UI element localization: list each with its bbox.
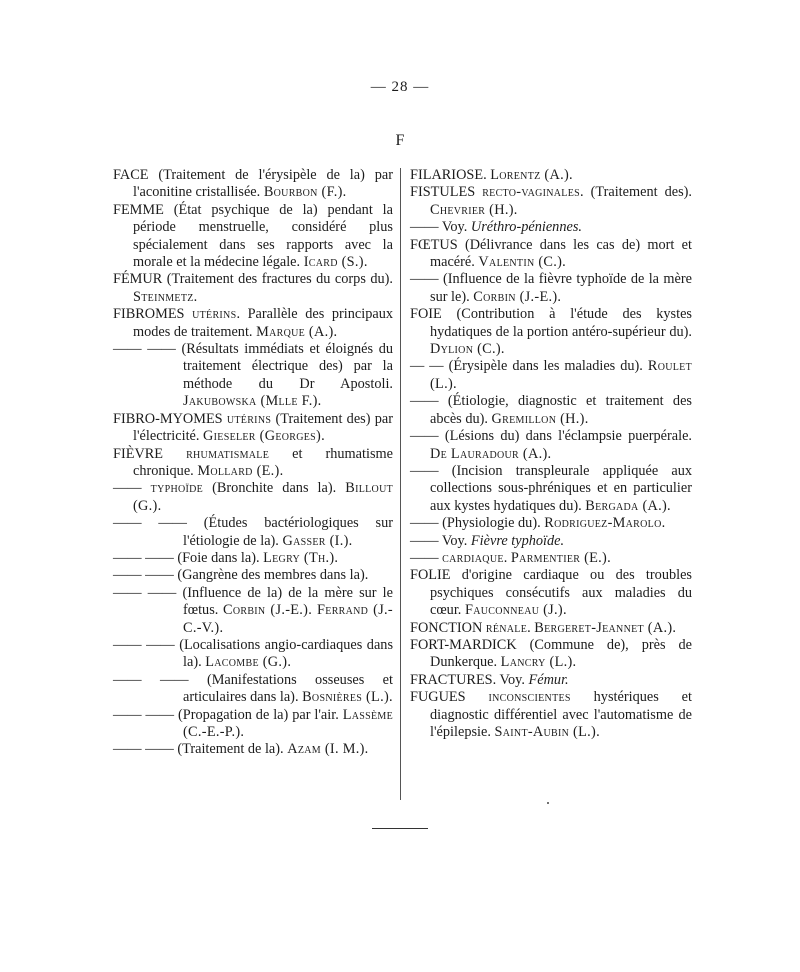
entry-qualifier: typhoïde	[150, 480, 204, 497]
entry-dash: —— ——	[113, 741, 174, 758]
entry-author: Steinmetz.	[133, 288, 198, 305]
index-entry	[113, 585, 393, 637]
entry-subject: FIBRO-MYOMES	[113, 410, 227, 427]
entry-subject: FŒTUS (Délivrance dans les cas de) mort et macéré.	[410, 236, 692, 271]
entry-dash: —— ——	[113, 515, 187, 532]
entry-subject: (Manifestations osseuses et articulaires dans la).	[183, 671, 393, 706]
index-entry	[410, 672, 692, 689]
index-entry	[410, 358, 692, 393]
entry-author: Fauconneau (J.).	[464, 602, 567, 619]
index-entry	[410, 271, 692, 306]
index-entry	[113, 741, 393, 758]
entry-subject: FILARIOSE.	[410, 167, 491, 183]
entry-subject: (Influence de la fièvre typhoïde de la mère sur le).	[430, 271, 692, 305]
section-letter: F	[395, 132, 405, 149]
entry-author: Gremillon (H.).	[491, 410, 589, 427]
entry-author: Lacombe (G.).	[205, 654, 292, 671]
entry-author: Corbin (J.-E.).	[473, 288, 562, 305]
index-entry	[410, 393, 692, 428]
entry-dash: —— ——	[113, 567, 174, 584]
entry-subject: (Études bactériologiques sur l'étiologie de la).	[183, 515, 393, 549]
entry-dash: —— ——	[113, 549, 174, 566]
entry-subject-cont: . Parallèle des principaux modes de traitement.	[133, 306, 393, 340]
entry-author: Icard (S.).	[303, 254, 368, 271]
entry-subject: FACE (Traitement de l'érysipèle de la) par l'aconitine cristallisée.	[113, 167, 393, 201]
entry-dash: —— ——	[113, 636, 175, 653]
entry-dash: ——	[410, 271, 439, 288]
entry-subject: FEMME (État psychique de la) pendant la période menstruelle, considéré plus spécialement dans ses rapports avec la morale et la médecine légale.	[113, 201, 393, 271]
entry-author: Gasser (I.).	[282, 532, 353, 549]
index-entry	[113, 515, 393, 550]
entry-crossref: Uréthro-péniennes.	[470, 219, 582, 236]
entry-subject: FOIE (Contribution à l'étude des kystes hydatiques de la portion antéro-supérieur du).	[410, 306, 692, 340]
entry-author: Billout (G.).	[133, 480, 394, 514]
entry-dash: ——	[113, 480, 142, 497]
entry-subject: (Localisations angio-cardiaques dans la).	[179, 636, 394, 671]
entry-subject-cont: (Traitement des) par l'électricité.	[133, 410, 393, 445]
index-column-right	[410, 167, 692, 741]
entry-qualifier: utérins	[226, 410, 272, 427]
entry-subject-cont: .	[503, 549, 511, 566]
entry-subject: (Foie dans la).	[177, 549, 264, 566]
entry-dash: —— ——	[113, 671, 189, 688]
entry-subject: Voy.	[441, 532, 471, 549]
entry-author: Roulet (L.).	[430, 358, 692, 392]
entry-subject: (Incision transpleurale appliquée aux collections sous-phréniques et en particulier aux kystes hydatiques du).	[430, 462, 693, 514]
entry-subject: (Physiologie du).	[442, 515, 545, 532]
entry-author: Gieseler (Georges).	[203, 428, 325, 445]
entry-author: Chevrier (H.).	[430, 201, 518, 218]
entry-subject: FRACTURES. Voy.	[410, 671, 529, 688]
entry-qualifier: utérins	[192, 306, 237, 323]
index-entry	[410, 637, 692, 672]
entry-author: Dylion (C.).	[430, 341, 505, 358]
index-entry	[410, 533, 692, 550]
index-entry	[113, 271, 393, 306]
entry-author: Bourbon (F.).	[263, 184, 347, 201]
entry-author: Bergeret-Jeannet (A.).	[534, 619, 677, 636]
entry-author: Corbin (J.-E.). Ferrand (J.-C.-V.).	[183, 602, 393, 636]
index-entry	[113, 480, 393, 515]
entry-author: Marque (A.).	[256, 323, 338, 340]
entry-author: Mollard (E.).	[197, 462, 284, 479]
index-entry	[410, 620, 692, 637]
entry-subject: (Gangrène des membres dans la).	[177, 567, 369, 584]
index-entry	[410, 237, 692, 272]
index-entry	[410, 567, 692, 619]
entry-author: Parmentier (E.).	[510, 549, 611, 566]
entry-subject: (Propagation de la) par l'air.	[178, 706, 343, 723]
entry-subject: (Influence de la) de la mère sur le fœtus.	[182, 584, 394, 619]
page-number: — 28 —	[370, 79, 430, 95]
entry-crossref: Fémur.	[528, 671, 569, 688]
index-entry	[113, 306, 393, 341]
entry-author: Bergada (A.).	[585, 497, 671, 514]
index-entry	[113, 167, 393, 202]
entry-dash: ——	[410, 549, 439, 566]
entry-dash: —— ——	[113, 706, 175, 723]
entry-author: Lassème (C.-E.-P.).	[183, 706, 393, 740]
entry-subject: (Lésions du) dans l'éclampsie puerpérale.	[444, 428, 692, 445]
entry-subject: FONCTION	[410, 619, 486, 636]
entry-subject-cont: et rhumatisme chronique.	[133, 445, 393, 479]
index-entry	[113, 446, 393, 481]
index-entry	[113, 567, 393, 584]
entry-dash: —— ——	[113, 584, 177, 601]
index-entry	[410, 184, 692, 219]
index-entry	[113, 672, 393, 707]
entry-subject-cont: . (Traitement des).	[579, 184, 693, 201]
entry-author: De Lauradour (A.).	[430, 445, 552, 462]
index-entry	[113, 202, 393, 272]
entry-author: Bosnières (L.).	[302, 689, 393, 706]
index-entry	[113, 707, 393, 742]
entry-subject-cont: .	[527, 619, 535, 636]
entry-qualifier: rhumatismale	[186, 445, 270, 462]
entry-qualifier: rénale	[485, 619, 528, 636]
entry-qualifier: inconscientes	[488, 689, 571, 706]
entry-dash: ——	[410, 393, 439, 410]
entry-qualifier: recto-vaginales	[482, 184, 580, 201]
entry-author: Saint-Aubin (L.).	[494, 724, 600, 740]
entry-author: Rodriguez-Marolo.	[544, 515, 666, 532]
end-rule	[372, 828, 428, 829]
index-entry	[410, 306, 692, 358]
entry-crossref: Fièvre typhoïde.	[470, 532, 565, 549]
column-divider	[400, 168, 401, 800]
ink-speck	[547, 802, 549, 804]
entry-subject: (Traitement de la).	[177, 741, 288, 758]
entry-author: Lorentz (A.).	[490, 167, 573, 183]
index-entry	[113, 550, 393, 567]
entry-subject: FOLIE d'origine cardiaque ou des troubles psychiques consécutifs aux maladies du cœur.	[410, 567, 692, 619]
entry-subject: Voy.	[441, 219, 471, 236]
entry-subject: FISTULES	[410, 184, 483, 201]
entry-dash: ——	[410, 428, 439, 445]
index-entry	[410, 515, 692, 532]
entry-subject-cont: hystériques et diagnostic différentiel avec l'automatisme de l'épilepsie.	[430, 689, 692, 740]
entry-subject: FIÈVRE	[113, 445, 187, 462]
index-entry	[410, 219, 692, 236]
index-entry	[410, 167, 692, 184]
entry-subject: (Étiologie, diagnostic et traitement des abcès du).	[430, 393, 692, 427]
index-entry	[410, 689, 692, 741]
index-entry	[410, 428, 692, 463]
index-column-left	[113, 167, 393, 759]
index-entry	[410, 463, 692, 515]
entry-dash: — —	[410, 358, 444, 375]
entry-subject: FORT-MARDICK (Commune de), près de Dunkerque.	[410, 636, 692, 671]
entry-dash: ——	[410, 219, 439, 236]
index-entry	[113, 637, 393, 672]
entry-dash: —— ——	[113, 341, 176, 358]
entry-subject: (Érysipèle dans les maladies du).	[448, 358, 648, 375]
index-entry	[113, 411, 393, 446]
index-entry	[410, 550, 692, 567]
entry-subject: FÉMUR (Traitement des fractures du corps du).	[113, 271, 393, 288]
entry-subject: FUGUES	[410, 689, 489, 706]
entry-qualifier: cardiaque	[442, 549, 504, 566]
entry-subject: (Résultats immédiats et éloignés du traitement électrique des) par la méthode du Dr Apostoli.	[181, 341, 393, 392]
entry-subject-cont: (Bronchite dans la).	[203, 480, 346, 497]
entry-dash: ——	[410, 462, 439, 479]
entry-author: Legry (Th.).	[263, 549, 339, 566]
entry-author: Lancry (L.).	[500, 654, 577, 671]
entry-author: Jakubowska (Mlle F.).	[183, 393, 322, 410]
entry-dash: ——	[410, 532, 439, 549]
entry-author: Azam (I. M.).	[287, 741, 369, 758]
index-entry	[113, 341, 393, 411]
entry-subject: FIBROMES	[113, 306, 193, 323]
entry-author: Valentin (C.).	[478, 254, 567, 271]
entry-dash: ——	[410, 515, 439, 532]
